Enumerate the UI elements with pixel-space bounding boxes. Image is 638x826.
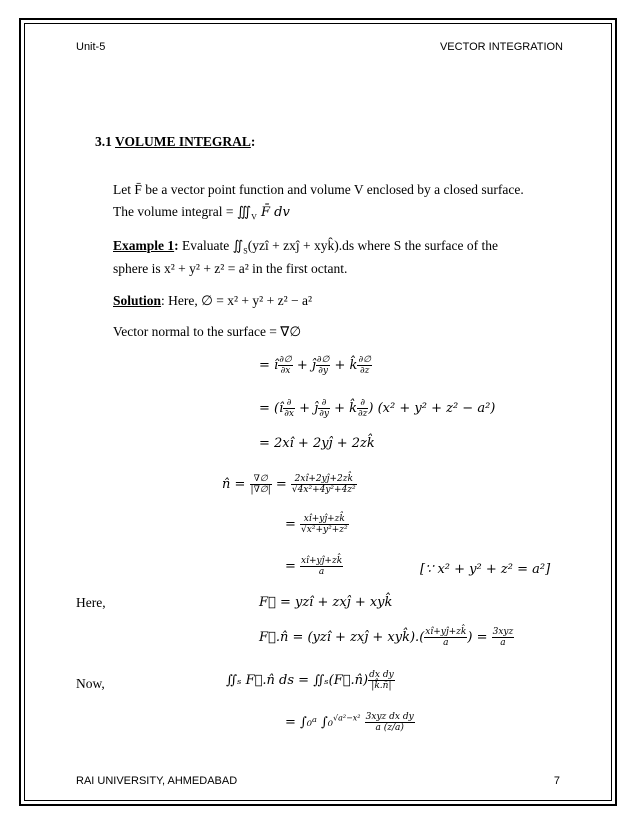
equation-unit-normal-2: = $\frac{xî+yĵ+zk̂}{\text{√x²+y²+z²}}$ <box>285 514 348 535</box>
equation-dot-product: F⃗.n̂ = (yzî + zxĵ + xyk̂).( $\frac{xî+yĵ+zk̂}{a}$ ) = $\frac{\text{3xyz}}{a}$ <box>259 627 514 648</box>
equation-double-integral: = ∫₀ᵃ ∫₀$^{√a^2-x^2}$ $\frac{\text{3xyz dx dy}}{a (z/a)}$ <box>285 712 414 733</box>
normal-line: Vector normal to the surface = ∇∅ <box>113 324 302 339</box>
equation-unit-normal: n̂ = $\frac{\nabla\emptyset}{|\nabla\emptyset|}$ = $\frac{2xî+2yĵ+2zk̂}{\text{√4x²+4y²+4z²}}$ <box>222 474 356 495</box>
equation-gradient-3: = 2xî + 2yĵ + 2zk̂ <box>259 436 375 451</box>
equation-field: F⃗ = yzî + zxĵ + xyk̂ <box>259 595 393 610</box>
solution-label: Solution <box>113 293 162 308</box>
section-heading: 3.1 VOLUME INTEGRAL: <box>95 134 256 149</box>
note-sphere-condition: [∵ x² + y² + z² = a²] <box>420 562 551 577</box>
solution-line: Solution: Here, ∅ = x² + y² + z² − a² <box>113 293 313 308</box>
footer-university: RAI UNIVERSITY, AHMEDABAD <box>76 775 238 787</box>
here-label: Here, <box>76 595 106 610</box>
intro-line-1: Let F̄ be a vector point function and volume V enclosed by a closed surface. <box>113 182 524 197</box>
equation-surface-integral: ∬ₛ F⃗.n̂ ds = ∬ₛ(F⃗.n̂) $\frac{\text{dx dy}}{|k̂.n̂|}$ <box>226 670 394 691</box>
section-title: VOLUME INTEGRAL <box>115 134 251 149</box>
now-label: Now, <box>76 676 105 691</box>
example-label: Example 1 <box>113 238 175 253</box>
equation-gradient-2: = (î $\frac{\partial}{\partial x}$ + ĵ $\frac{\partial}{\partial y}$ + k̂ $\frac{\partial}{\partial z}$ ) (x² + y² + z² − a²) <box>259 398 496 419</box>
equation-gradient-1: = î $\frac{\partial\emptyset}{\partial x}$ + ĵ $\frac{\partial\emptyset}{\partial y}$ + k̂ $\frac{\partial\emptyset}{\partial z}$ <box>259 355 371 376</box>
example-line-1: Example 1: Evaluate $∬_S(yzî$ + zxĵ + xyk̂).ds where S the surface of the <box>113 238 499 256</box>
intro-line-2: The volume integral = $∭_V$ F̄ dv <box>113 204 290 222</box>
section-number: 3.1 <box>95 134 112 149</box>
equation-unit-normal-3: = $\frac{xî+yĵ+zk̂}{a}$ <box>285 556 343 577</box>
header-unit: Unit-5 <box>76 41 106 53</box>
footer-page-number: 7 <box>553 775 560 787</box>
example-line-2: sphere is x² + y² + z² = a² in the first octant. <box>113 261 348 276</box>
header-topic: VECTOR INTEGRATION <box>439 41 563 53</box>
